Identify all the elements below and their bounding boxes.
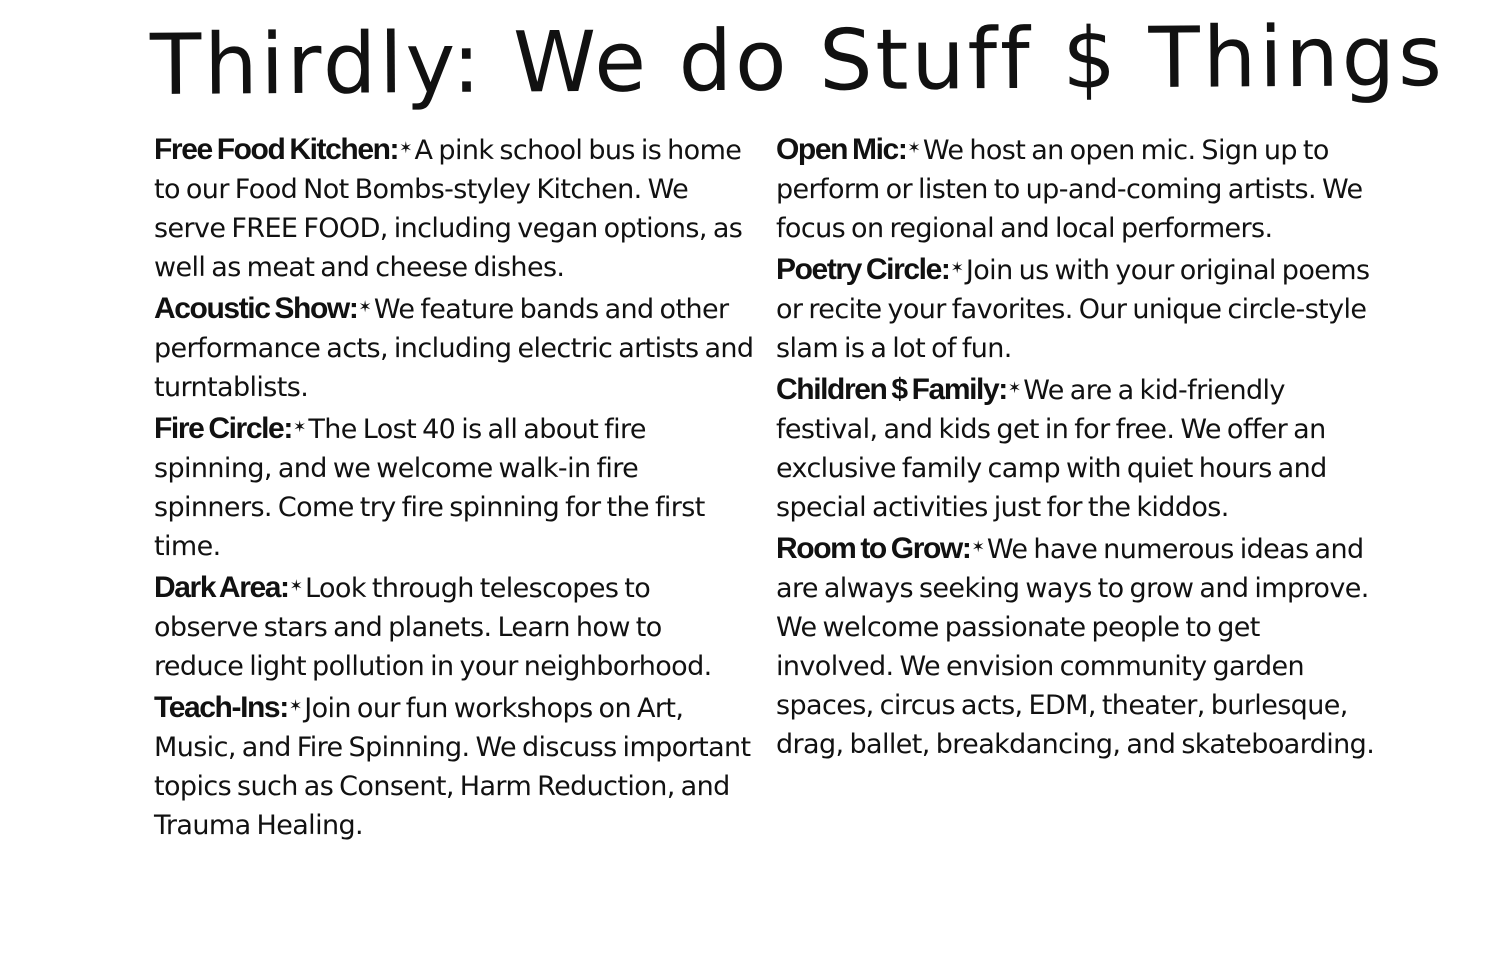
section-free-food-kitchen bbox=[154, 128, 754, 287]
section-open-mic bbox=[776, 128, 1376, 248]
left-column bbox=[154, 128, 754, 845]
section-heading: Open Mic: bbox=[776, 133, 907, 166]
spark-icon: ✶ bbox=[971, 537, 985, 556]
section-room-to-grow bbox=[776, 527, 1376, 764]
right-column bbox=[776, 128, 1376, 764]
spark-icon: ✶ bbox=[950, 258, 964, 277]
section-heading: Fire Circle: bbox=[154, 412, 292, 445]
section-heading: Room to Grow: bbox=[776, 532, 971, 565]
section-acoustic-show bbox=[154, 287, 754, 407]
section-heading: Teach-Ins: bbox=[154, 691, 288, 724]
section-fire-circle bbox=[154, 407, 754, 566]
section-heading: Poetry Circle: bbox=[776, 253, 950, 286]
spark-icon: ✶ bbox=[292, 417, 307, 436]
section-heading: Dark Area: bbox=[154, 571, 289, 604]
section-text: We have numerous ideas and are always seeking ways to grow and improve. We welcome passionate people to get involved. We envision community garden spaces, circus acts, EDM, theater, burlesque, drag, ballet, breakdancing, and skateboarding. bbox=[776, 534, 1375, 760]
section-text: Join our fun workshops on Art, Music, and Fire Spinning. We discuss important topics such as Consent, Harm Reduction, and Trauma Healing. bbox=[154, 693, 751, 841]
section-text: The Lost 40 is all about fire spinning, and we welcome walk-in fire spinners. Come try fire spinning for the first time. bbox=[154, 414, 705, 562]
section-text: A pink school bus is home to our Food Not Bombs-styley Kitchen. We serve FREE FOOD, including vegan options, as well as meat and cheese dishes. bbox=[154, 135, 743, 283]
section-poetry-circle bbox=[776, 248, 1376, 368]
section-text: We feature bands and other performance acts, including electric artists and turntablists. bbox=[154, 294, 754, 403]
page-title: Thirdly: We do Stuff $ Things bbox=[149, 6, 1446, 114]
section-text: We host an open mic. Sign up to perform or listen to up-and-coming artists. We focus on regional and local performers. bbox=[776, 135, 1363, 244]
section-text: Look through telescopes to observe stars and planets. Learn how to reduce light pollution in your neighborhood. bbox=[154, 573, 712, 682]
spark-icon: ✶ bbox=[399, 138, 413, 157]
spark-icon: ✶ bbox=[288, 696, 303, 715]
spark-icon: ✶ bbox=[289, 576, 304, 595]
section-heading: Children $ Family: bbox=[776, 373, 1007, 406]
spark-icon: ✶ bbox=[358, 297, 372, 316]
section-children-family bbox=[776, 368, 1376, 527]
section-dark-area bbox=[154, 566, 754, 686]
section-heading: Acoustic Show: bbox=[154, 292, 358, 325]
section-teach-ins bbox=[154, 686, 754, 845]
section-text: Join us with your original poems or recite your favorites. Our unique circle-style slam is a lot of fun. bbox=[776, 255, 1370, 364]
spark-icon: ✶ bbox=[907, 138, 921, 157]
spark-icon: ✶ bbox=[1007, 378, 1022, 397]
section-heading: Free Food Kitchen: bbox=[154, 133, 399, 166]
section-text: We are a kid-friendly festival, and kids get in for free. We offer an exclusive family camp with quiet hours and special activities just for the kiddos. bbox=[776, 375, 1327, 523]
